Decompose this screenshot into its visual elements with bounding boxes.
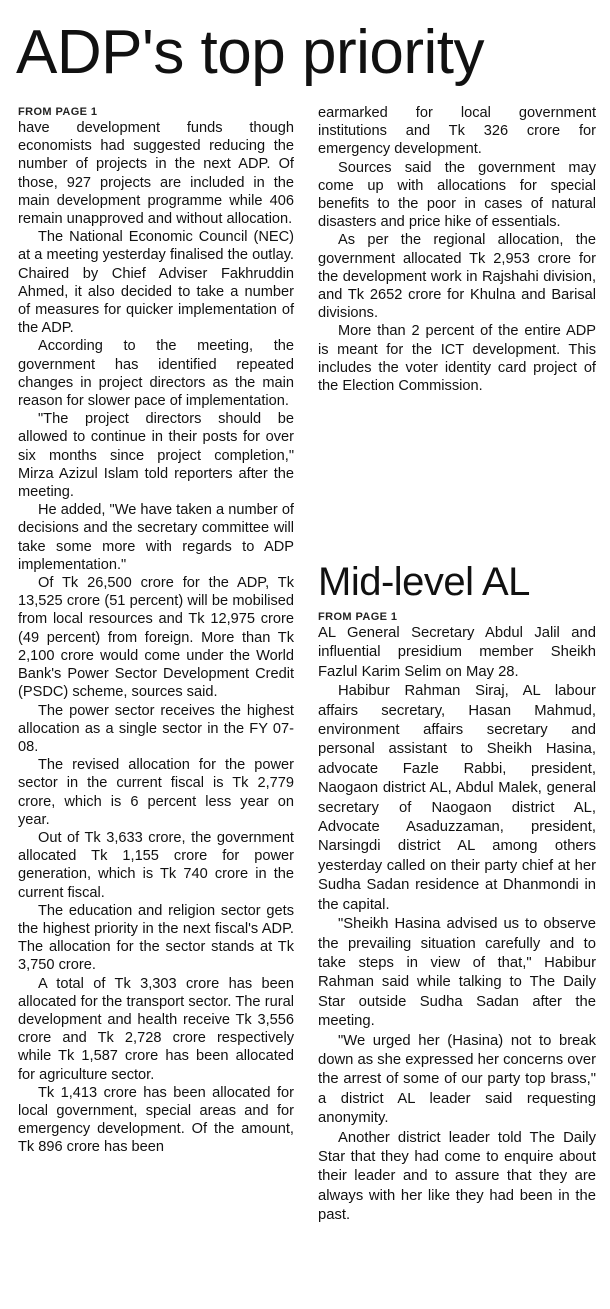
article-paragraph: As per the regional allocation, the government allocated Tk 2,953 crore for the development work in Rajshahi division, and Tk 2652 crore for Khulna and Barisal divisions. <box>318 232 596 322</box>
article-paragraph: The National Economic Council (NEC) at a meeting yesterday finalised the outlay. Chaired by Chief Adviser Fakhruddin Ahmed, it also decided to take a number of measures for quicker implementation of the ADP. <box>18 229 294 337</box>
article-column-right-continuation <box>318 104 596 395</box>
second-article-column <box>318 610 596 1226</box>
article-paragraph: The revised allocation for the power sector in the current fiscal is Tk 2,779 crore, which is 6 percent less year on year. <box>18 757 294 828</box>
article-paragraph: have development funds though economists had suggested reducing the number of projects in the next ADP. Of those, 927 projects are included in the main development programme while 406 remain unapproved and without allocation. <box>18 120 294 228</box>
second-article-headline: Mid-level AL <box>318 560 530 604</box>
article-paragraph: According to the meeting, the government has identified repeated changes in project directors as the main reason for slower pace of implementation. <box>18 338 294 410</box>
article-paragraph: Tk 1,413 crore has been allocated for local government, special areas and for emergency development. Of the amount, Tk 896 crore has been <box>18 1084 294 1156</box>
article-paragraph: Sources said the government may come up with allocations for special benefits to the poor in cases of natural disasters and price hike of essentials. <box>318 159 596 231</box>
article-paragraph: He added, "We have taken a number of decisions and the secretary committee will take some more with regards to ADP implementation." <box>18 502 294 573</box>
article-column-left <box>18 105 294 1157</box>
article-paragraph: "We urged her (Hasina) not to break down as she expressed her concerns over the arrest of some of our party top brass," a district AL leader said requesting anonymity. <box>318 1032 597 1127</box>
article-paragraph: A total of Tk 3,303 crore has been allocated for the transport sector. The rural development and health receive Tk 3,556 crore and Tk 2,728 crore respectively while Tk 1,587 crore has been allocated for agriculture sector. <box>18 975 294 1083</box>
article-paragraph: "The project directors should be allowed to continue in their posts for over six months since project completion," Mirza Azizul Islam told reporters after the meeting. <box>18 411 294 501</box>
article-paragraph: Of Tk 26,500 crore for the ADP, Tk 13,525 crore (51 percent) will be mobilised from local resources and Tk 12,975 crore (49 percent) from foreign. More than Tk 2,100 crore would come under the World Bank's Power Sector Development Credit (PSDC) scheme, sources said. <box>18 575 294 701</box>
article-paragraph: "Sheikh Hasina advised us to observe the prevailing situation carefully and to take steps in view of that," Habibur Rahman said while talking to The Daily Star outside Sudha Sadan after the meeting. <box>318 916 596 1030</box>
article-paragraph: Another district leader told The Daily Star that they had come to enquire about their leader and to assure that they are always with her like they had been in the past. <box>318 1129 596 1224</box>
article-paragraph: More than 2 percent of the entire ADP is meant for the ICT development. This includes the voter identity card project of the Election Commission. <box>318 323 596 395</box>
article-paragraph: Out of Tk 3,633 crore, the government allocated Tk 1,155 crore for power generation, which is Tk 740 crore in the current fiscal. <box>18 829 294 901</box>
from-page-label: FROM PAGE 1 <box>18 106 98 118</box>
from-page-label: FROM PAGE 1 <box>318 611 398 623</box>
article-headline: ADP's top priority <box>16 18 484 87</box>
article-paragraph: AL General Secretary Abdul Jalil and influential presidium member Sheikh Fazlul Karim Selim on May 28. <box>318 625 596 680</box>
article-paragraph: Habibur Rahman Siraj, AL labour affairs secretary, Hasan Mahmud, environment affairs secretary and personal assistant to Sheikh Hasina, advocate Fazle Rabbi, president, Naogaon district AL, Abdul Malek, general secretary of Naogaon district AL, Advocate Asaduzzaman, president, Narsingdi district AL among others yesterday called on their party chief at her Sudha Sadan residence at Dhanmondi in the capital. <box>318 683 596 913</box>
article-paragraph: earmarked for local government institutions and Tk 326 crore for emergency development. <box>318 105 596 158</box>
article-paragraph: The education and religion sector gets the highest priority in the next fiscal's ADP. The allocation for the sector stands at Tk 3,750 crore. <box>18 902 294 974</box>
article-paragraph: The power sector receives the highest allocation as a single sector in the FY 07-08. <box>18 702 294 755</box>
page-top-edge <box>0 0 610 3</box>
